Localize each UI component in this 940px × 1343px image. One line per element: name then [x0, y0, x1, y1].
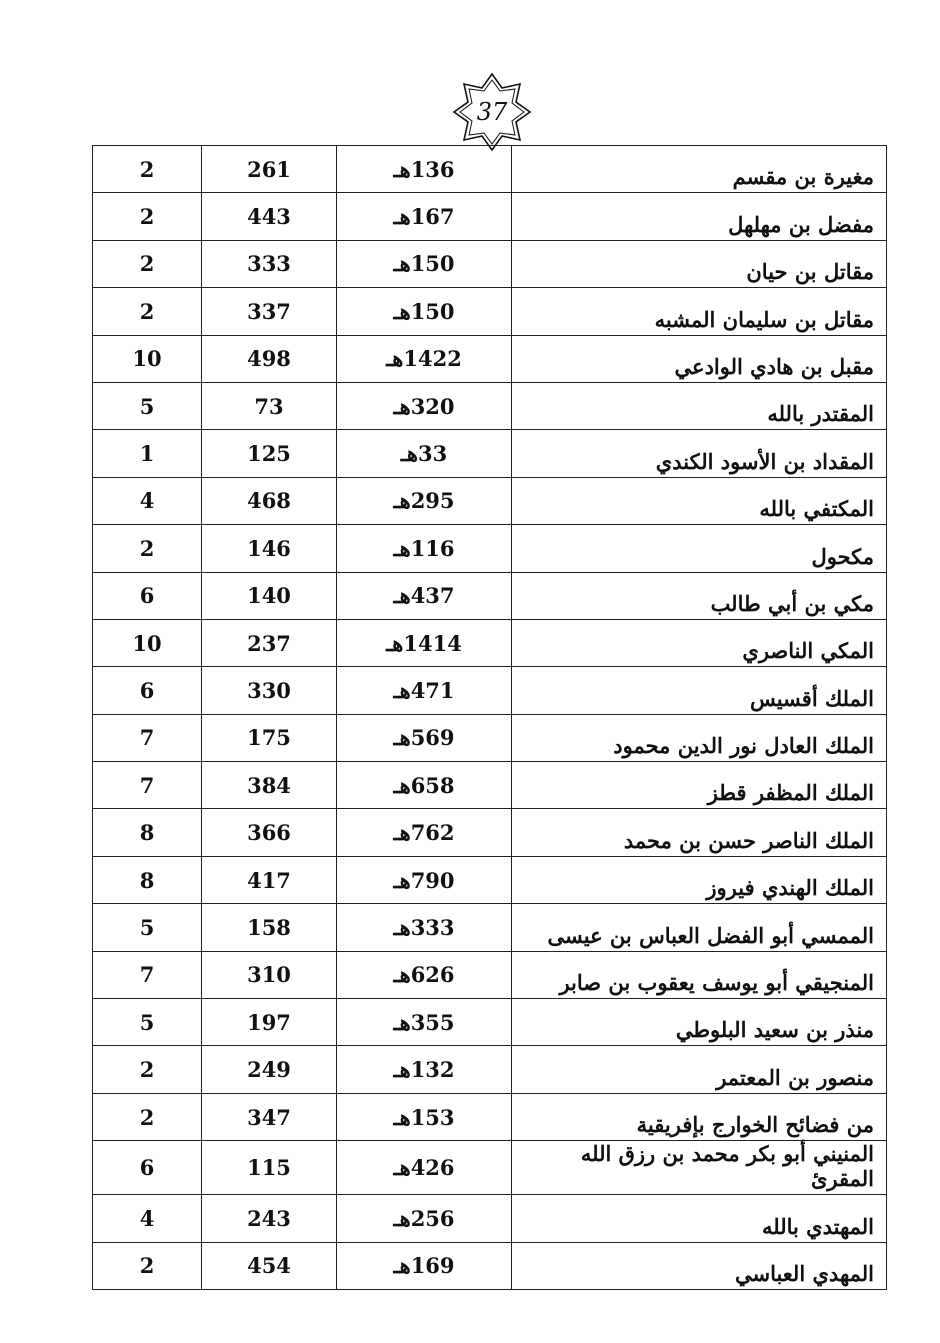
table-row — [93, 193, 887, 240]
table-row — [93, 1141, 887, 1195]
count-cell: 5 — [93, 904, 202, 951]
name-cell: المكي الناصري — [512, 619, 887, 666]
count-cell: 8 — [93, 856, 202, 903]
count-cell: 6 — [93, 1141, 202, 1195]
count-cell: 6 — [93, 667, 202, 714]
count-cell: 6 — [93, 572, 202, 619]
table-row — [93, 477, 887, 524]
name-cell: مقاتل بن سليمان المشبه — [512, 288, 887, 335]
page-cell: 237 — [202, 619, 337, 666]
year-cell: 658هـ — [337, 762, 512, 809]
table-row — [93, 856, 887, 903]
count-cell: 2 — [93, 1093, 202, 1140]
count-cell: 7 — [93, 762, 202, 809]
year-cell: 320هـ — [337, 382, 512, 429]
year-cell: 150هـ — [337, 288, 512, 335]
name-cell: الممسي أبو الفضل العباس بن عيسى — [512, 904, 887, 951]
count-cell: 1 — [93, 430, 202, 477]
year-cell: 295هـ — [337, 477, 512, 524]
name-cell: الملك العادل نور الدين محمود — [512, 714, 887, 761]
year-cell: 569هـ — [337, 714, 512, 761]
page-cell: 175 — [202, 714, 337, 761]
year-cell: 790هـ — [337, 856, 512, 903]
page-cell: 454 — [202, 1242, 337, 1289]
table-row — [93, 667, 887, 714]
year-cell: 471هـ — [337, 667, 512, 714]
name-cell: الملك أقسيس — [512, 667, 887, 714]
year-cell: 1414هـ — [337, 619, 512, 666]
name-cell: من فضائح الخوارج بإفريقية — [512, 1093, 887, 1140]
table-body — [93, 146, 887, 1290]
table-row — [93, 288, 887, 335]
page-cell: 310 — [202, 951, 337, 998]
page-cell: 261 — [202, 146, 337, 193]
table-row — [93, 762, 887, 809]
page-number-badge — [450, 70, 534, 154]
page-cell: 243 — [202, 1195, 337, 1242]
year-cell: 355هـ — [337, 999, 512, 1046]
page-cell: 468 — [202, 477, 337, 524]
table-row — [93, 951, 887, 998]
name-cell: مفضل بن مهلهل — [512, 193, 887, 240]
name-cell: منصور بن المعتمر — [512, 1046, 887, 1093]
page-cell: 498 — [202, 335, 337, 382]
count-cell: 5 — [93, 382, 202, 429]
year-cell: 1422هـ — [337, 335, 512, 382]
page-cell: 158 — [202, 904, 337, 951]
name-cell: مقاتل بن حيان — [512, 240, 887, 287]
year-cell: 116هـ — [337, 525, 512, 572]
count-cell: 2 — [93, 193, 202, 240]
page-cell: 249 — [202, 1046, 337, 1093]
year-cell: 437هـ — [337, 572, 512, 619]
page-cell: 366 — [202, 809, 337, 856]
name-cell: منذر بن سعيد البلوطي — [512, 999, 887, 1046]
page-cell: 384 — [202, 762, 337, 809]
count-cell: 7 — [93, 714, 202, 761]
name-cell: مكي بن أبي طالب — [512, 572, 887, 619]
name-cell: الملك الهندي فيروز — [512, 856, 887, 903]
year-cell: 426هـ — [337, 1141, 512, 1195]
table-row — [93, 1093, 887, 1140]
table-row — [93, 1195, 887, 1242]
page-cell: 115 — [202, 1141, 337, 1195]
name-cell: الملك المظفر قطز — [512, 762, 887, 809]
page-number: 37 — [476, 98, 508, 126]
page-cell: 333 — [202, 240, 337, 287]
year-cell: 167هـ — [337, 193, 512, 240]
table-row — [93, 809, 887, 856]
page-cell: 347 — [202, 1093, 337, 1140]
name-cell: مكحول — [512, 525, 887, 572]
year-cell: 153هـ — [337, 1093, 512, 1140]
page-cell: 140 — [202, 572, 337, 619]
year-cell: 169هـ — [337, 1242, 512, 1289]
count-cell: 4 — [93, 1195, 202, 1242]
table-row — [93, 240, 887, 287]
year-cell: 333هـ — [337, 904, 512, 951]
name-cell: المقتدر بالله — [512, 382, 887, 429]
count-cell: 8 — [93, 809, 202, 856]
table-row — [93, 335, 887, 382]
page-cell: 330 — [202, 667, 337, 714]
count-cell: 2 — [93, 240, 202, 287]
count-cell: 2 — [93, 146, 202, 193]
name-cell: مقبل بن هادي الوادعي — [512, 335, 887, 382]
table-row — [93, 146, 887, 193]
name-cell: المكتفي بالله — [512, 477, 887, 524]
table-row — [93, 714, 887, 761]
table-row — [93, 382, 887, 429]
table-row — [93, 525, 887, 572]
name-cell: المنيني أبو بكر محمد بن رزق الله المقرئ — [512, 1141, 887, 1195]
table-row — [93, 572, 887, 619]
page-cell: 337 — [202, 288, 337, 335]
count-cell: 2 — [93, 1046, 202, 1093]
page-cell: 125 — [202, 430, 337, 477]
name-cell: مغيرة بن مقسم — [512, 146, 887, 193]
name-cell: المهتدي بالله — [512, 1195, 887, 1242]
name-cell: المهدي العباسي — [512, 1242, 887, 1289]
page-cell: 197 — [202, 999, 337, 1046]
page-cell: 417 — [202, 856, 337, 903]
count-cell: 2 — [93, 288, 202, 335]
name-cell: الملك الناصر حسن بن محمد — [512, 809, 887, 856]
page-cell: 146 — [202, 525, 337, 572]
table-row — [93, 1242, 887, 1289]
year-cell: 256هـ — [337, 1195, 512, 1242]
year-cell: 626هـ — [337, 951, 512, 998]
table-row — [93, 619, 887, 666]
name-cell: المقداد بن الأسود الكندي — [512, 430, 887, 477]
year-cell: 33هـ — [337, 430, 512, 477]
year-cell: 762هـ — [337, 809, 512, 856]
count-cell: 10 — [93, 619, 202, 666]
page-cell: 73 — [202, 382, 337, 429]
count-cell: 10 — [93, 335, 202, 382]
table-row — [93, 999, 887, 1046]
count-cell: 4 — [93, 477, 202, 524]
year-cell: 150هـ — [337, 240, 512, 287]
count-cell: 2 — [93, 1242, 202, 1289]
table-row — [93, 430, 887, 477]
page-cell: 443 — [202, 193, 337, 240]
index-table — [92, 145, 887, 1290]
table-row — [93, 1046, 887, 1093]
year-cell: 136هـ — [337, 146, 512, 193]
count-cell: 7 — [93, 951, 202, 998]
table-row — [93, 904, 887, 951]
year-cell: 132هـ — [337, 1046, 512, 1093]
name-cell: المنجيقي أبو يوسف يعقوب بن صابر — [512, 951, 887, 998]
count-cell: 2 — [93, 525, 202, 572]
count-cell: 5 — [93, 999, 202, 1046]
